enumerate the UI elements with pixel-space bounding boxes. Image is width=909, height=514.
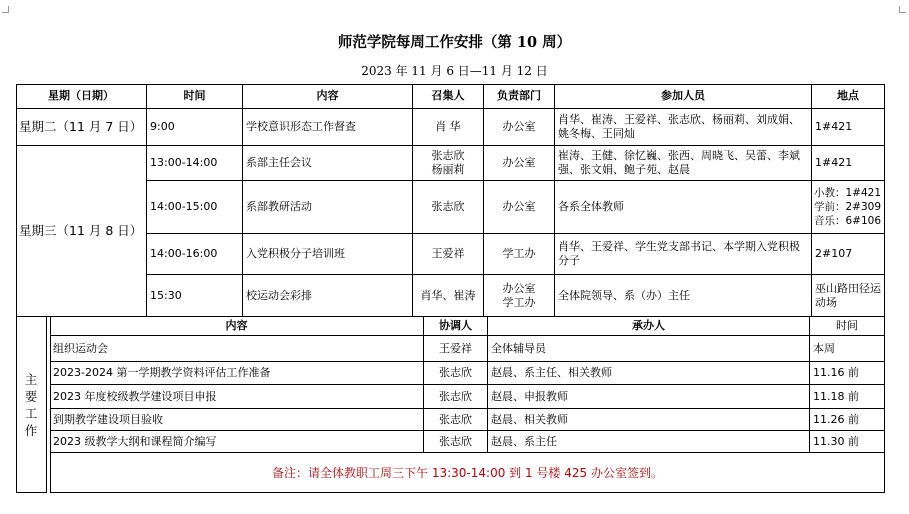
work-header-time: 时间 bbox=[810, 317, 885, 336]
row4-location: 2#107 bbox=[812, 234, 885, 275]
work5-time: 11.30 前 bbox=[810, 431, 885, 453]
row1-time: 9:00 bbox=[147, 109, 243, 146]
row3-location bbox=[812, 181, 885, 234]
side-label-char3: 工 bbox=[24, 405, 38, 421]
work5-content: 2023 级教学大纲和课程简介编写 bbox=[50, 431, 424, 453]
row4-time: 14:00-16:00 bbox=[147, 234, 243, 275]
work-header-handler: 承办人 bbox=[488, 317, 810, 336]
work-header-coordinator: 协调人 bbox=[424, 317, 488, 336]
row5-location: 巫山路田径运动场 bbox=[812, 275, 885, 317]
row4-dept: 学工办 bbox=[484, 234, 555, 275]
day-tuesday: 星期二（11 月 7 日） bbox=[16, 109, 147, 146]
header-dept: 负责部门 bbox=[484, 84, 555, 109]
row4-content: 入党积极分子培训班 bbox=[243, 234, 413, 275]
row2-dept: 办公室 bbox=[484, 146, 555, 181]
row5-participants: 全体院领导、系（办）主任 bbox=[555, 275, 812, 317]
work5-handler: 赵晨、系主任 bbox=[488, 431, 810, 453]
row2-participants: 崔涛、王健、徐忆巍、张西、周晓飞、吴蕾、李斌强、张文娟、鲍子苑、赵晨 bbox=[555, 146, 812, 181]
side-label-char1: 主 bbox=[24, 371, 38, 387]
row1-location: 1#421 bbox=[812, 109, 885, 146]
side-label-char4: 作 bbox=[24, 422, 38, 438]
header-participants: 参加人员 bbox=[555, 84, 812, 109]
work4-time: 11.26 前 bbox=[810, 409, 885, 431]
row2-convener-line2: 杨丽莉 bbox=[431, 163, 465, 176]
main-work-side-label bbox=[16, 317, 47, 493]
row4-participants: 肖华、王爱祥、学生党支部书记、本学期入党积极分子 bbox=[555, 234, 812, 275]
row1-content: 学校意识形态工作督查 bbox=[243, 109, 413, 146]
crop-mark-left bbox=[2, 6, 9, 13]
row1-participants: 肖华、崔涛、王爱祥、张志欣、杨丽莉、刘成娟、姚冬梅、王同灿 bbox=[555, 109, 812, 146]
work4-handler: 赵晨、相关教师 bbox=[488, 409, 810, 431]
row1-convener: 肖 华 bbox=[413, 109, 484, 146]
work2-handler: 赵晨、系主任、相关教师 bbox=[488, 362, 810, 385]
work1-coordinator: 王爱祥 bbox=[424, 336, 488, 362]
row5-dept bbox=[484, 275, 555, 317]
work4-coordinator: 张志欣 bbox=[424, 409, 488, 431]
row2-content: 系部主任会议 bbox=[243, 146, 413, 181]
header-weekday: 星期（日期） bbox=[16, 84, 147, 109]
header-content: 内容 bbox=[243, 84, 413, 109]
row3-convener: 张志欣 bbox=[413, 181, 484, 234]
row5-dept-line2: 学工办 bbox=[502, 295, 536, 309]
row5-dept-line1: 办公室 bbox=[502, 281, 536, 295]
day-wednesday: 星期三（11 月 8 日） bbox=[16, 146, 147, 317]
row3-location-line2: 学前：2#309 bbox=[814, 201, 882, 213]
crop-mark-right bbox=[899, 6, 906, 13]
row1-dept: 办公室 bbox=[484, 109, 555, 146]
note-text: 备注：请全体教职工周三下午 13:30-14:00 到 1 号楼 425 办公室签到。 bbox=[50, 453, 885, 493]
row3-time: 14:00-15:00 bbox=[147, 181, 243, 234]
work1-time: 本周 bbox=[810, 336, 885, 362]
header-time: 时间 bbox=[147, 84, 243, 109]
date-range: 2023 年 11 月 6 日—11 月 12 日 bbox=[361, 64, 548, 78]
work2-content: 2023-2024 第一学期教学资料评估工作准备 bbox=[50, 362, 424, 385]
work3-content: 2023 年度校级教学建设项目申报 bbox=[50, 385, 424, 409]
work3-coordinator: 张志欣 bbox=[424, 385, 488, 409]
work3-handler: 赵晨、申报教师 bbox=[488, 385, 810, 409]
row2-time: 13:00-14:00 bbox=[147, 146, 243, 181]
header-convener: 召集人 bbox=[413, 84, 484, 109]
work1-content: 组织运动会 bbox=[50, 336, 424, 362]
row3-location-line3: 音乐：6#106 bbox=[814, 215, 882, 227]
header-location: 地点 bbox=[812, 84, 885, 109]
work3-time: 11.18 前 bbox=[810, 385, 885, 409]
row2-convener-line1: 张志欣 bbox=[431, 149, 465, 162]
work4-content: 到期教学建设项目验收 bbox=[50, 409, 424, 431]
row5-content: 校运动会彩排 bbox=[243, 275, 413, 317]
row3-location-line1: 小教：1#421 bbox=[814, 187, 882, 199]
work5-coordinator: 张志欣 bbox=[424, 431, 488, 453]
work-header-content: 内容 bbox=[50, 317, 424, 336]
row3-participants: 各系全体教师 bbox=[555, 181, 812, 234]
row5-convener: 肖华、崔涛 bbox=[413, 275, 484, 317]
row4-convener: 王爱祥 bbox=[413, 234, 484, 275]
work2-time: 11.16 前 bbox=[810, 362, 885, 385]
row2-convener bbox=[413, 146, 484, 181]
row3-content: 系部教研活动 bbox=[243, 181, 413, 234]
row5-time: 15:30 bbox=[147, 275, 243, 317]
work2-coordinator: 张志欣 bbox=[424, 362, 488, 385]
row2-location: 1#421 bbox=[812, 146, 885, 181]
work1-handler: 全体辅导员 bbox=[488, 336, 810, 362]
side-label-char2: 要 bbox=[24, 388, 38, 404]
row3-dept: 办公室 bbox=[484, 181, 555, 234]
page-title: 师范学院每周工作安排（第 10 周） bbox=[337, 34, 572, 51]
